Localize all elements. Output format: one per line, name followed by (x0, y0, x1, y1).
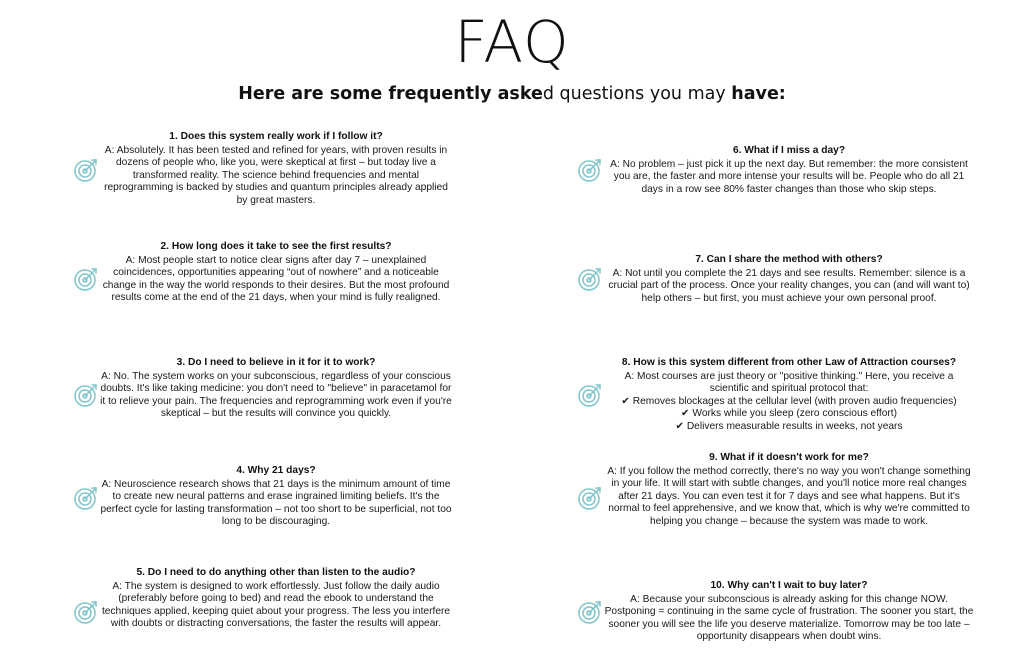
target-arrow-icon (72, 381, 100, 409)
target-arrow-icon (72, 484, 100, 512)
faq-question: 8. How is this system different from other Law of Attraction courses? (621, 357, 957, 368)
target-arrow-icon (576, 156, 604, 184)
page-title: FAQ (454, 8, 570, 76)
page-subtitle (0, 82, 1024, 106)
faq-answer: A: Not until you complete the 21 days and see results. Remember: silence is a crucial part of the process. Once your reality changes, you can (and will want to) help others – but first, you must achieve your own personal proof. (608, 267, 970, 304)
faq-question: 5. Do I need to do anything other than listen to the audio? (136, 567, 416, 578)
subtitle-regular: d questions you may (542, 84, 732, 104)
faq-question: 4. Why 21 days? (236, 465, 316, 476)
faq-question: 2. How long does it take to see the first results? (160, 241, 392, 252)
faq-answer: A: The system is designed to work effortlessly. Just follow the daily audio (preferably before going to bed) and read the ebook to understand the techniques applied, keeping quiet about your progress. The less you interfere with doubts or distracting conversations, the faster the results will appear. (101, 580, 451, 630)
target-arrow-icon (72, 156, 100, 184)
faq-answer: A: Absolutely. It has been tested and refined for years, with proven results in dozens of people who, like you, were skeptical at first – but today live a transformed reality. The science behind frequencies and mental reprogramming is backed by studies and quantum principles already applied by great masters. (104, 144, 448, 206)
faq-answer: A: No. The system works on your subconscious, regardless of your conscious doubts. It's like taking medicine: you don't need to "believe" in paracetamol for it to relieve your pain. The frequencies and reprogramming work even if you're skeptical – but the results will convince you quickly. (100, 370, 452, 420)
faq-question: 7. Can I share the method with others? (695, 254, 883, 265)
faq-bullet: ✔ Removes blockages at the cellular level (with proven audio frequencies) (621, 395, 957, 407)
faq-text (604, 254, 974, 305)
faq-text (100, 567, 452, 631)
target-arrow-icon (576, 265, 604, 293)
target-arrow-icon (576, 381, 604, 409)
faq-answer: A: Most people start to notice clear signs after day 7 – unexplained coincidences, opportunities appearing “out of nowhere” and a noticeable change in the way the world responds to their desires. But the most profound results come at the end of the 21 days, when your mind is fully realigned. (102, 254, 450, 304)
faq-question: 1. Does this system really work if I follow it? (169, 131, 383, 142)
subtitle-bold-start: Here are some frequently aske (238, 84, 543, 104)
faq-answer: A: If you follow the method correctly, there's no way you won't change something in your life. It will start with subtle changes, and you'll notice more real changes after 21 days. You can even test it for 7 days and see what happens. But it's normal to feel apprehensive, and we know that, which is why we're committed to helping you change – because the system was made to work. (607, 465, 971, 527)
subtitle-bold-end: have: (731, 84, 786, 104)
faq-text (100, 357, 452, 421)
faq-text (604, 452, 974, 529)
faq-bullet: ✔ Works while you sleep (zero conscious effort) (681, 408, 897, 420)
faq-text (100, 241, 452, 305)
faq-text (100, 131, 452, 208)
faq-answer: A: Most courses are just theory or "positive thinking." Here, you receive a scientific and spiritual protocol that: (624, 370, 954, 395)
target-arrow-icon (576, 484, 604, 512)
faq-question: 3. Do I need to believe in it for it to work? (176, 357, 376, 368)
faq-answer: A: Because your subconscious is already asking for this change NOW. Postponing = continuing in the same cycle of frustration. The sooner you start, the sooner you will see the life you deserve materialize. Tomorrow may be too late – opportunity disappears when doubt wins. (604, 593, 974, 643)
faq-answer: A: No problem – just pick it up the next day. But remember: the more consistent you are, the faster and more intense your results will be. People who do all 21 days in a row see 80% faster changes than those who skip steps. (610, 158, 968, 195)
target-arrow-icon (576, 598, 604, 626)
faq-text (604, 580, 974, 644)
faq-question: 9. What if it doesn't work for me? (709, 452, 869, 463)
faq-question: 10. Why can't I wait to buy later? (710, 580, 868, 591)
faq-answer: A: Neuroscience research shows that 21 days is the minimum amount of time to create new neural patterns and erase ingrained limiting beliefs. It's the perfect cycle for lasting transformation – not too short to be superficial, not too long to be discouraging. (100, 478, 452, 528)
target-arrow-icon (72, 265, 100, 293)
target-arrow-icon (72, 598, 100, 626)
faq-text (100, 465, 452, 529)
faq-question: 6. What if I miss a day? (732, 145, 846, 156)
faq-text (604, 357, 974, 434)
faq-bullet: ✔ Delivers measurable results in weeks, not years (675, 420, 903, 432)
faq-text (604, 145, 974, 196)
